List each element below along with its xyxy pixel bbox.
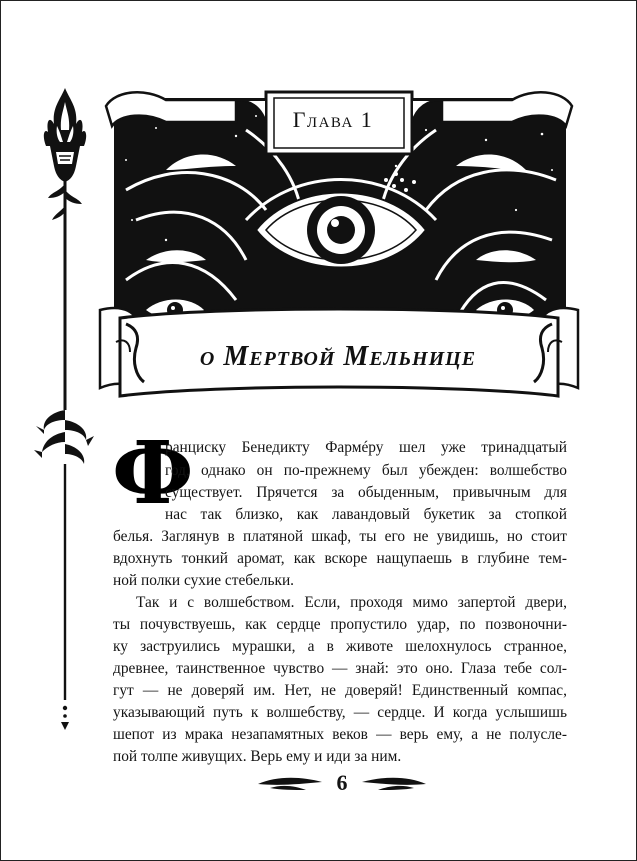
drop-cap: Ф [112,423,194,524]
page-number: 6 [336,770,348,795]
text-line: ранциску Бенедикту Фармéру шел уже тринадцатый [165,439,567,456]
text-line: ку заструились мурашки, а в животе шелохнулось странное, [113,638,567,655]
text-line: белья. Заглянув в платяной шкаф, ты его не увидишь, но стоит [113,528,567,545]
text-line: вдохнуть тонкий аромат, как вскоре нащупаешь в глубине тем- [113,550,567,567]
text-line: нас так близко, как лавандовый букетик за стопкой [165,506,567,523]
text-line: Так и с волшебством. Если, проходя мимо запертой двери, [136,594,567,611]
text-line: ной полки сухие стебельки. [113,572,295,589]
text-line: ты почувствуешь, как сердце пропустило удар, по позвоночни- [113,616,567,633]
chapter-label: Глава 1 [292,107,374,132]
text-line: пой толпе живущих. Верь ему и иди за ним. [113,748,402,765]
text-line: шепот из мрака незапамятных веков — верь ему, а не полусле- [113,726,567,743]
folio-ornament-left [256,772,324,794]
chapter-title: о Мертвой Мельнице [199,341,477,372]
text-line: указывающий путь к волшебству, — сердце. И когда услышишь [113,704,567,721]
text-line: гут — не доверяй им. Нет, не доверяй! Единственный компас, [113,682,567,699]
flame-icon [44,88,86,146]
text-line: существует. Прячется за обыденным, привычным для [165,484,567,501]
torch-ornament [30,80,100,730]
text-line: год, однако он по-прежнему был убежден: волшебство [165,462,567,479]
folio-ornament-right [360,772,428,794]
text-line: древнее, таинственное чувство — знай: это оно. Глаза тебе сол- [113,660,567,677]
